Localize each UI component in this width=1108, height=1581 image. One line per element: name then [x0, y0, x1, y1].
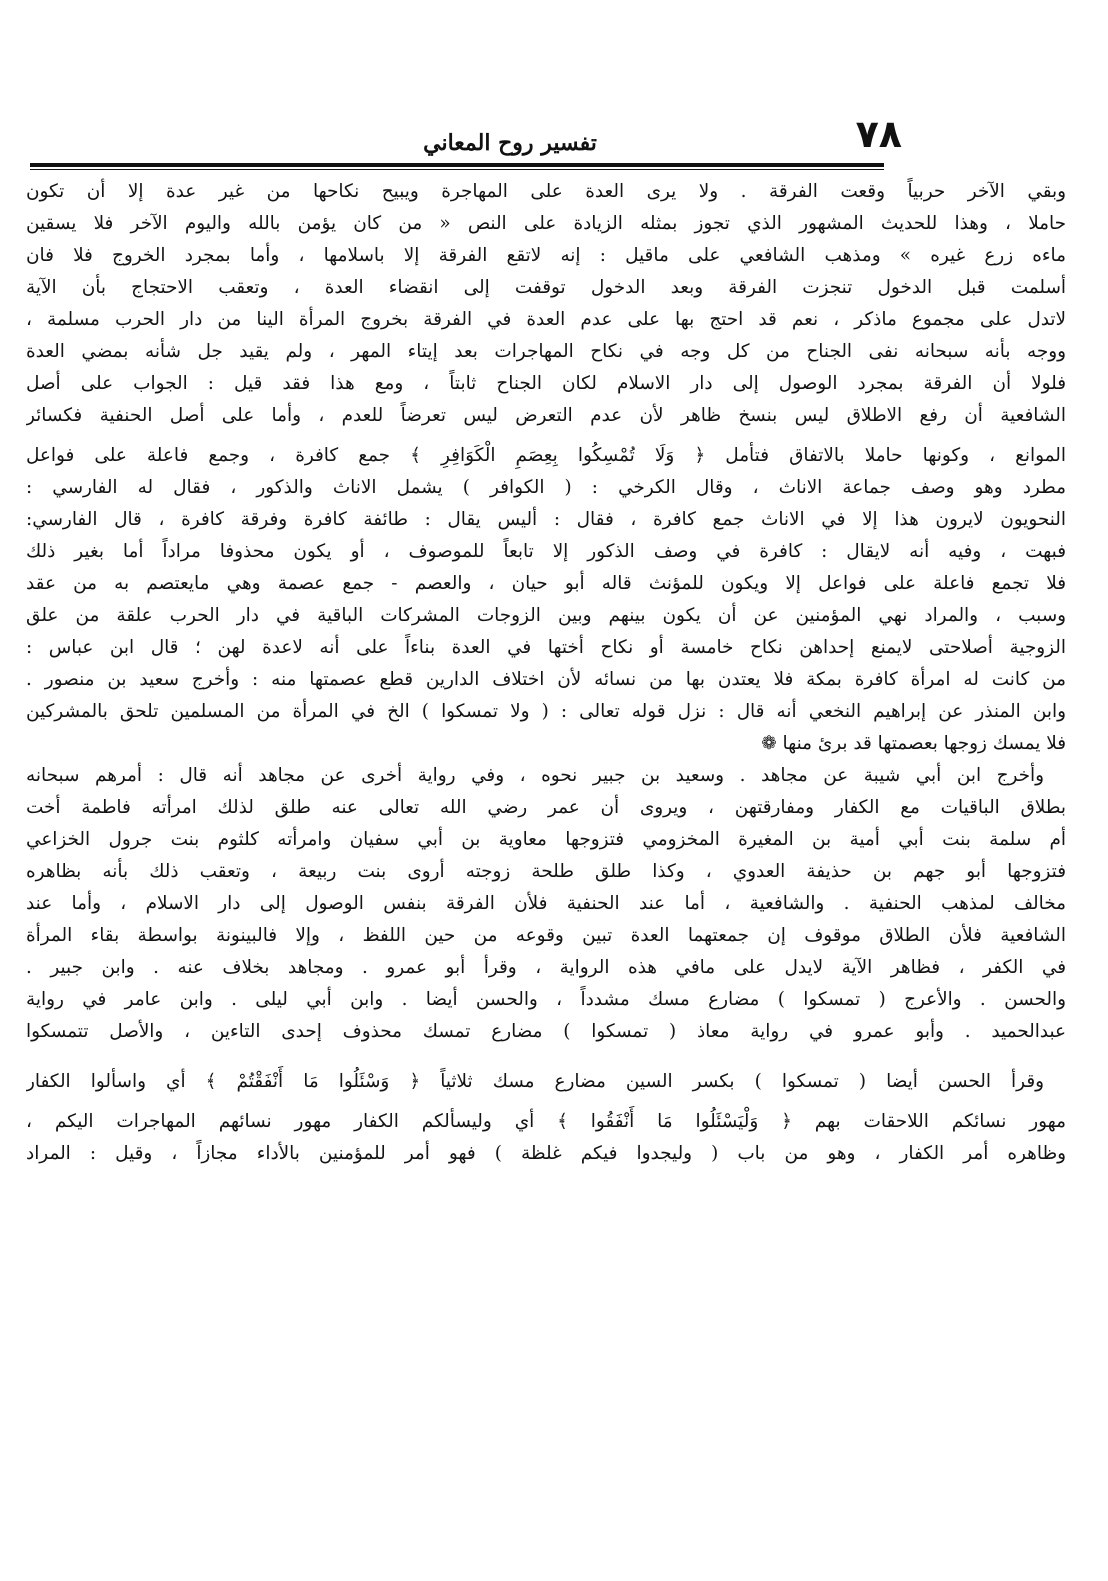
text-line: مخالف لمذهب الحنفية . والشافعية ، أما عند الحنفية فلأن الفرقة بنفس الوصول إلى دار الاسلام ، وأما عند	[26, 893, 1066, 914]
text-line: الزوجية أصلاحتى لايمنع إحداهن نكاح خامسة أو نكاح أختها في العدة بناءاً على أنه لاعدة لهن ؛ قال ابن عباس :	[26, 637, 1066, 658]
text-line: أم سلمة بنت أبي أمية بن المغيرة المخزومي فتزوجها معاوية بن أبي سفيان وامرأته كلثوم بنت جرول الخزاعي	[26, 829, 1066, 850]
text-line: في الكفر ، فظاهر الآية لايدل على مافي هذه الرواية ، وقرأ أبو عمرو . ومجاهد بخلاف عنه . وابن جبير .	[26, 957, 1066, 978]
paragraph-gap	[26, 1048, 1066, 1066]
text-line: وسبب ، والمراد نهي المؤمنين عن أن يكون بينهم وبين الزوجات المشركات الباقية في دار الحرب علقة من علق	[26, 605, 1066, 626]
header-rule	[30, 163, 884, 167]
text-line: وأخرج ابن أبي شيبة عن مجاهد . وسعيد بن جبير نحوه ، وفي رواية أخرى عن مجاهد أنه قال : أمرهم سبحانه	[26, 765, 1044, 786]
text-line: وابن المنذر عن إبراهيم النخعي أنه قال : نزل قوله تعالى : ( ولا تمسكوا ) الخ في المرأة من المسلمين تلحق بالمشركين	[26, 701, 1066, 722]
text-line: ووجه بأنه سبحانه نفى الجناح من كل وجه في نكاح المهاجرات بعد إيتاء المهر ، ولم يقيد جل شأنه بمضي العدة	[26, 341, 1066, 362]
text-line: عبدالحميد . وأبو عمرو في رواية معاذ ( تمسكوا ) مضارع تمسك محذوف إحدى التاءين ، والأصل تتمسكوا	[26, 1021, 1066, 1042]
paragraph-gap	[26, 432, 1066, 440]
text-line: فتزوجها أبو جهم بن حذيفة العدوي ، وكذا طلق طلحة زوجته أروى بنت ربيعة ، وتعقب ذلك بأنه بظاهره	[26, 861, 1066, 882]
text-line: من كانت له امرأة كافرة بمكة فلا يعتدن بها من نسائه لأن اختلاف الدارين قطع عصمتها منه : وأخرج سعيد بن منصور .	[26, 669, 1066, 690]
body-text	[26, 176, 1066, 1170]
text-line: أسلمت قبل الدخول تنجزت الفرقة وبعد الدخول توقفت إلى انقضاء العدة ، وتعقب الاحتجاج بأن الآية	[26, 277, 1066, 298]
line-gap	[26, 1098, 1066, 1106]
text-line: حاملا ، وهذا للحديث المشهور الذي تجوز بمثله الزيادة على النص « من كان يؤمن بالله واليوم الآخر فلا يسقين	[26, 213, 1066, 234]
text-line: الشافعية أن رفع الاطلاق ليس بنسخ ظاهر لأن عدم التعرض ليس تعرضاً للعدم ، وأما على أصل الحنفية فكسائر	[26, 405, 1066, 426]
text-line: وقرأ الحسن أيضا ( تمسكوا ) بكسر السين مضارع مسك ثلاثياً ﴿ وَسْئَلُوا مَا أَنْفَقْتُمْ ﴾ أي واسألوا الكفار	[26, 1071, 1044, 1092]
text-line: فبهت ، وفيه أنه لايقال : كافرة في وصف الذكور إلا تابعاً للموصوف ، أو يكون محذوفا مراداً أما بغير ذلك	[26, 541, 1066, 562]
running-title: تفسير روح المعاني	[423, 130, 597, 156]
text-line: الموانع ، وكونها حاملا بالاتفاق فتأمل ﴿ وَلَا تُمْسِكُوا بِعِصَمِ الْكَوَافِرِ ﴾ جمع كافرة ، وجمع فاعلة على فواعل	[26, 445, 1066, 466]
text-line: ماءه زرع غيره » ومذهب الشافعي على ماقيل : إنه لاتقع الفرقة إلا باسلامها ، وأما بمجرد الخروج فلا فان	[26, 245, 1066, 266]
text-line: فلا تجمع فاعلة على فواعل إلا ويكون للمؤنث قاله أبو حيان ، والعصم - جمع عصمة وهي مايعتصم به من عقد	[26, 573, 1066, 594]
text-line: وبقي الآخر حربياً وقعت الفرقة . ولا يرى العدة على المهاجرة ويبيح نكاحها من غير عدة إلا أن تكون	[26, 181, 1066, 202]
page-number: ٧٨	[855, 112, 902, 156]
text-line: فلولا أن الفرقة بمجرد الوصول إلى دار الاسلام لكان الجناح ثابتاً ، ومع هذا فقد قيل : الجواب على أصل	[26, 373, 1066, 394]
text-line: مهور نسائكم اللاحقات بهم ﴿ وَلْيَسْئَلُوا مَا أَنْفَقُوا ﴾ أي وليسألكم الكفار مهور نسائهم المهاجرات اليكم ،	[26, 1111, 1066, 1132]
header-rule-thin	[30, 169, 884, 170]
text-line: النحويون لايرون هذا إلا في الاناث جمع كافرة ، فقال : أليس يقال : طائفة كافرة وفرقة كافرة ، قال الفارسي:	[26, 509, 1066, 530]
text-line: الشافعية فلأن الطلاق موقوف إن جمعتهما العدة تبين وقوعه من حين اللفظ ، وإلا فالبينونة بواسطة بقاء المرأة	[26, 925, 1066, 946]
text-line: فلا يمسك زوجها بعصمتها قد برئ منها ❁	[761, 733, 1066, 754]
paragraph	[26, 760, 1066, 1048]
paragraph	[26, 1066, 1066, 1170]
text-line: بطلاق الباقيات مع الكفار ومفارقتهن ، ويروى أن عمر رضي الله تعالى عنه طلق لذلك امرأته فاطمة أخت	[26, 797, 1066, 818]
text-line: والحسن . والأعرج ( تمسكوا ) مضارع مسك مشدداً ، والحسن أيضا . وابن أبي ليلى . وابن عامر في رواية	[26, 989, 1066, 1010]
paragraph	[26, 176, 1066, 432]
paragraph	[26, 440, 1066, 760]
text-line: مطرد وهو وصف جماعة الاناث ، وقال الكرخي : ( الكوافر ) يشمل الاناث والذكور ، فقال له الفارسي :	[26, 477, 1066, 498]
text-line: لاتدل على مجموع ماذكر ، نعم قد احتج بها على عدم العدة في الفرقة بخروج المرأة الينا من دار الحرب مسلمة ،	[26, 309, 1066, 330]
text-line: وظاهره أمر الكفار ، وهو من باب ( وليجدوا فيكم غلظة ) فهو أمر للمؤمنين بالأداء مجازاً ، وقيل : المراد	[26, 1143, 1066, 1164]
